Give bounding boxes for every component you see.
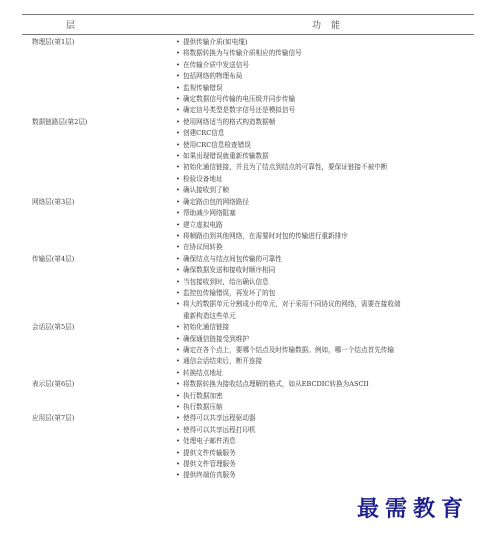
table-row: [22, 254, 474, 265]
table-row: [22, 265, 474, 276]
bullet-icon: •: [176, 243, 180, 252]
bullet-icon: •: [176, 391, 180, 400]
function-item: [176, 265, 474, 276]
function-item: [176, 368, 474, 379]
bullet-icon: •: [176, 368, 180, 377]
function-item: [176, 379, 474, 390]
bullet-icon: •: [176, 38, 180, 46]
function-item: [176, 105, 474, 116]
table-row: [22, 402, 474, 413]
layer-label: [22, 105, 176, 116]
function-item: [176, 71, 474, 82]
function-text: 包括网络的物理布局: [183, 72, 243, 81]
function-text: 如果出现错误就重新传输数据: [183, 152, 269, 161]
header-layer: 层: [66, 21, 77, 31]
function-text: 提供文件管理服务: [183, 460, 236, 469]
table-row: [22, 208, 474, 219]
function-text: 当包接收到时，给出确认信息: [183, 277, 269, 286]
function-text: 确定在各个点上，要哪个结点及时传输数据。例如，哪一个结点首先传输: [183, 345, 394, 354]
layer-label: [22, 459, 176, 470]
function-item: [176, 391, 474, 402]
function-item: [176, 60, 474, 71]
function-item: [176, 413, 474, 424]
function-text: 使用CRC信息检查错误: [183, 140, 251, 149]
table-row: [22, 231, 474, 242]
bullet-icon: •: [176, 129, 180, 138]
function-item: [176, 208, 474, 219]
layer-label: [22, 425, 176, 436]
table-row: [22, 60, 474, 71]
bullet-icon: •: [176, 414, 180, 423]
function-item: [176, 220, 474, 231]
layer-label: [22, 277, 176, 288]
bullet-icon: •: [176, 106, 180, 115]
bullet-icon: •: [176, 471, 180, 480]
function-item: [176, 37, 474, 48]
function-text: 将大的数据单元分割成小的单元，对于采用不同协议的网络，需要在接收端: [183, 300, 401, 309]
watermark-logo: 最需教育: [356, 496, 469, 522]
bullet-icon: •: [176, 72, 180, 81]
function-item: [176, 117, 474, 128]
bullet-icon: •: [176, 95, 180, 104]
layer-label: [22, 402, 176, 413]
table-row: [22, 448, 474, 459]
bullet-icon: •: [176, 380, 180, 389]
bullet-icon: •: [176, 425, 180, 434]
table-row: [22, 220, 474, 231]
bullet-icon: •: [176, 174, 180, 183]
function-text: 建立虚拟电路: [183, 220, 223, 229]
header-function: 功能: [312, 21, 351, 31]
function-item: [176, 459, 474, 470]
layer-label: 数据链路层(第2层): [32, 117, 88, 126]
function-item: [176, 436, 474, 447]
layer-label: [22, 83, 176, 94]
function-item: [176, 322, 474, 333]
table-row: [22, 277, 474, 288]
function-text: 确保结点与结点间包传输的可靠性: [183, 254, 282, 263]
table-row: [22, 436, 474, 447]
function-item: [176, 83, 474, 94]
function-item: [176, 356, 474, 367]
layer-label: [22, 151, 176, 162]
table-row: [22, 71, 474, 82]
bullet-icon: •: [176, 49, 180, 58]
function-item: [176, 231, 474, 242]
function-item: [176, 277, 474, 288]
layer-label: [22, 60, 176, 71]
layer-label: [22, 162, 176, 173]
table-header-rule: [22, 34, 474, 35]
table-row: [22, 356, 474, 367]
layer-label: [22, 391, 176, 402]
function-text: 提供文件传输服务: [183, 448, 236, 457]
function-text: 执行数据压缩: [183, 403, 223, 411]
bullet-icon: •: [176, 197, 180, 206]
layer-label: [22, 299, 176, 310]
function-text: 将数据转换为接收结点理解的格式，如从EBCDIC转换为ASCII: [183, 380, 369, 389]
table-row: [22, 391, 474, 402]
table-row: [22, 311, 474, 322]
table-row: [22, 470, 474, 481]
function-item: [176, 470, 474, 481]
bullet-icon: •: [176, 254, 180, 263]
bullet-icon: •: [176, 345, 180, 354]
table-row: [22, 197, 474, 208]
layer-label: [22, 185, 176, 196]
table-row: [22, 379, 474, 390]
table-row: [22, 174, 474, 185]
layer-label: [22, 368, 176, 379]
layer-label: [22, 470, 176, 481]
function-item: [176, 402, 474, 413]
layer-label: 表示层(第6层): [32, 380, 75, 389]
function-item: [176, 185, 474, 196]
table-row: [22, 37, 474, 48]
bullet-icon: •: [176, 220, 180, 229]
function-text: 将帧路由到其他网络，在需要时对包的传输进行重新排序: [183, 231, 348, 240]
layer-label: [22, 436, 176, 447]
function-item: [176, 48, 474, 59]
layer-label: [22, 334, 176, 345]
function-text: 处理电子邮件消息: [183, 437, 236, 446]
bullet-icon: •: [176, 323, 180, 332]
table-row: [22, 322, 474, 333]
function-item: [176, 425, 474, 436]
layer-label: [22, 356, 176, 367]
table-row: [22, 334, 474, 345]
table-row: [22, 94, 474, 105]
layer-label: 应用层(第7层): [32, 414, 75, 423]
function-item: [176, 448, 474, 459]
layer-label: [22, 208, 176, 219]
function-text: 创建CRC信息: [183, 129, 225, 138]
table-row: [22, 128, 474, 139]
layer-label: [22, 94, 176, 105]
table-row: [22, 162, 474, 173]
function-text: 监视传输错误: [183, 83, 223, 92]
function-item: [176, 140, 474, 151]
bullet-icon: •: [176, 460, 180, 469]
function-item: [176, 197, 474, 208]
function-text: 初始化通信链接: [183, 323, 230, 332]
bullet-icon: •: [176, 334, 180, 343]
bullet-icon: •: [176, 83, 180, 92]
function-text: 确认接收到了帧: [183, 186, 230, 195]
function-text: 通信会话结束后，断开连接: [183, 357, 263, 366]
function-text: 初始化通信链接，并且为了结点到结点的可靠性，要保证链接不被中断: [183, 163, 388, 172]
function-text: 使用网络适当的格式构造数据帧: [183, 117, 276, 126]
table-row: [22, 459, 474, 470]
function-item: [176, 334, 474, 345]
layer-label: [22, 265, 176, 276]
bullet-icon: •: [176, 163, 180, 172]
table-row: [22, 83, 474, 94]
function-text: 使得可以共享远程驱动器: [183, 414, 256, 423]
layer-label: 网络层(第3层): [32, 197, 75, 206]
layer-label: [22, 231, 176, 242]
layer-label: 会话层(第5层): [32, 323, 75, 332]
function-item: [176, 94, 474, 105]
function-text: 将数据转换为与传输介质相应的传输信号: [183, 49, 302, 58]
bullet-icon: •: [176, 437, 180, 446]
layer-label: [22, 242, 176, 253]
table-row: [22, 368, 474, 379]
table-row: [22, 425, 474, 436]
function-item: [176, 345, 474, 356]
function-text: 提供传输介质(如电缆): [183, 38, 248, 46]
function-text: 确保数据发送和接收时顺序相同: [183, 266, 276, 275]
bullet-icon: •: [176, 60, 180, 69]
function-text: 检验设备地址: [183, 174, 223, 183]
table-body: [22, 37, 474, 482]
function-item: [176, 242, 474, 253]
table-top-rule: [22, 14, 474, 15]
layer-label: [22, 174, 176, 185]
table-row: [22, 151, 474, 162]
bullet-icon: •: [176, 117, 180, 126]
function-text: 帮助减少网络阻塞: [183, 209, 236, 218]
function-text: 在协议间转换: [183, 243, 223, 252]
function-text: 重新构造这些单元: [183, 311, 236, 320]
function-text: 确保通信链接受到维护: [183, 334, 249, 343]
function-text: 转换结点地址: [183, 368, 223, 377]
function-item: [176, 299, 474, 310]
function-text: 执行数据加密: [183, 391, 223, 400]
function-item: [176, 288, 474, 299]
layer-label: 物理层(第1层): [32, 38, 75, 46]
layer-label: 传输层(第4层): [32, 254, 75, 263]
bullet-icon: •: [176, 231, 180, 240]
bullet-icon: •: [176, 357, 180, 366]
layer-label: [22, 288, 176, 299]
table-row: [22, 117, 474, 128]
table-row: [22, 288, 474, 299]
layer-label: [22, 71, 176, 82]
layer-label: [22, 128, 176, 139]
bullet-icon: •: [176, 448, 180, 457]
bullet-icon: •: [176, 277, 180, 286]
function-item: [176, 254, 474, 265]
layer-label: [22, 345, 176, 356]
layer-label: [22, 220, 176, 231]
layer-label: [22, 48, 176, 59]
table-row: [22, 345, 474, 356]
table-row: [22, 242, 474, 253]
bullet-icon: •: [176, 152, 180, 161]
bullet-icon: •: [176, 266, 180, 275]
table-row: [22, 413, 474, 424]
layer-label: [22, 448, 176, 459]
function-item: [176, 162, 474, 173]
function-item: [176, 174, 474, 185]
table-row: [22, 105, 474, 116]
bullet-icon: •: [176, 403, 180, 411]
bullet-icon: •: [176, 140, 180, 149]
function-text: 使得可以共享远程打印机: [183, 425, 256, 434]
layer-label: [22, 311, 176, 322]
bullet-icon: •: [176, 209, 180, 218]
bullet-icon: •: [176, 300, 180, 309]
bullet-icon: •: [176, 288, 180, 297]
function-text: 在传输介质中发送信号: [183, 60, 249, 69]
function-text: 监控包传输错误，再发坏了的包: [183, 288, 276, 297]
function-item: [176, 311, 474, 322]
function-text: 提供终端仿真服务: [183, 471, 236, 480]
function-item: [176, 128, 474, 139]
function-text: 确定路由包的网络路径: [183, 197, 249, 206]
table-row: [22, 140, 474, 151]
layer-label: [22, 140, 176, 151]
function-item: [176, 151, 474, 162]
bullet-icon: •: [176, 186, 180, 195]
table-row: [22, 185, 474, 196]
table-row: [22, 299, 474, 310]
function-text: 确定数据信号传输的电压级并同步传输: [183, 95, 296, 104]
table-row: [22, 48, 474, 59]
function-text: 确定信号类型是数字信号还是模拟信号: [183, 106, 296, 115]
